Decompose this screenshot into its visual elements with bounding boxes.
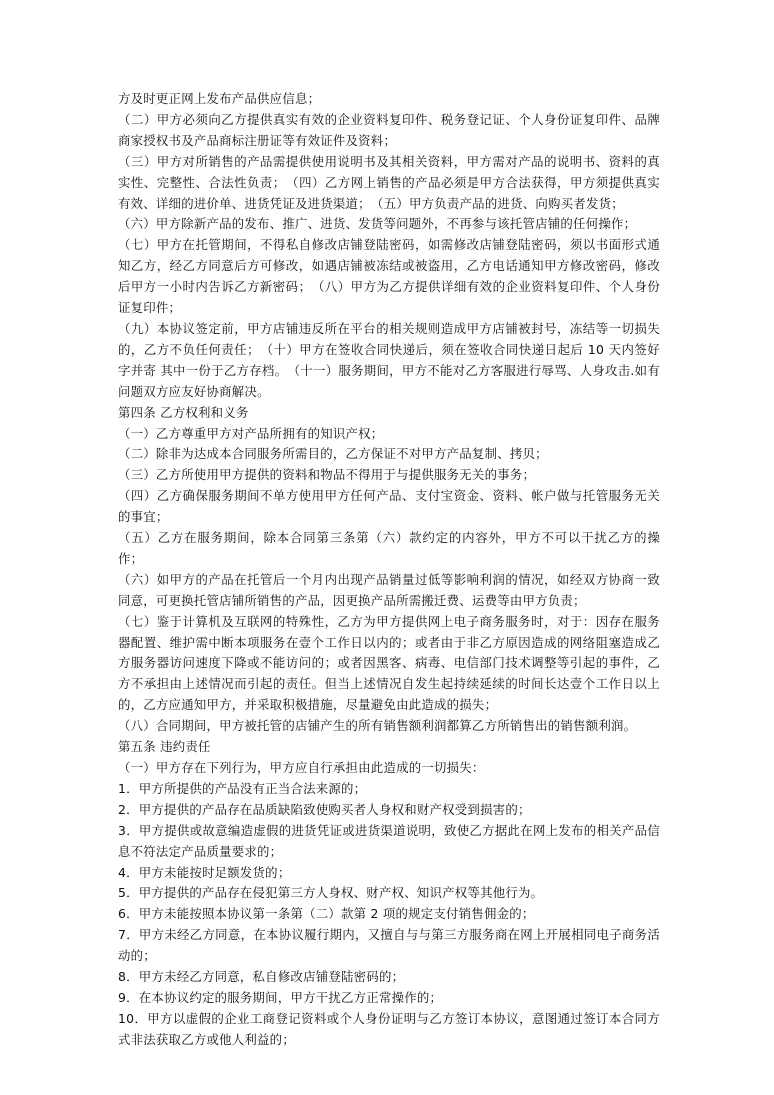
clause-3-2: （二）甲方必须向乙方提供真实有效的企业资料复印件、税务登记证、个人身份证复印件、品牌商家授权书及产品商标注册证等有效证件及资料；: [118, 111, 660, 148]
list-item-8: 8．甲方未经乙方同意，私自修改店铺登陆密码的；: [118, 969, 405, 985]
clause-4-7: （七）鉴于计算机及互联网的特殊性，乙方为甲方提供网上电子商务服务时，对于：因存在服务器配置、维护需中断本项服务在壹个工作日以内的；或者由于非乙方原因造成的网络阻塞造成乙方服务器访问速度下降或不能访问的；或者因黑客、病毒、电信部门技术调整等引起的事件，乙方不承担由上述情况而引起的责任。但当上述情况自发生起持续延续的时间长达壹个工作日以上的，乙方应通知甲方，并采取积极措施，尽量避免由此造成的损失；: [118, 613, 660, 713]
clause-4-2: （二）除非为达成本合同服务所需目的，乙方保证不对甲方产品复制、拷贝；: [118, 446, 548, 462]
clause-4-6: （六）如甲方的产品在托管后一个月内出现产品销量过低等影响利润的情况，如经双方协商一致同意，可更换托管店铺所销售的产品，因更换产品所需搬迁费、运费等由甲方负责；: [118, 571, 660, 608]
clause-3-6: （六）甲方除新产品的发布、推广、进货、发货等问题外，不再参与该托管店铺的任何操作；: [118, 216, 637, 232]
clause-4-5: （五）乙方在服务期间，除本合同第三条第（六）款约定的内容外，甲方不可以干扰乙方的操作；: [118, 530, 660, 566]
paragraph-intro: 方及时更正网上发布产品供应信息；: [118, 91, 321, 106]
list-item-2: 2．甲方提供的产品存在品质缺陷致使购买者人身权和财产权受到损害的；: [118, 801, 531, 817]
list-item-7: 7．甲方未经乙方同意，在本协议履行期内，又擅自与与第三方服务商在网上开展相同电子商务活动的；: [118, 927, 660, 964]
list-item-5: 5．甲方提供的产品存在侵犯第三方人身权、财产权、知识产权等其他行为。: [118, 885, 544, 901]
document-page: [118, 89, 660, 1051]
clause-4-8: （八）合同期间，甲方被托管的店铺产生的所有销售额利润都算乙方所销售出的销售额利润。: [118, 718, 637, 734]
clause-4-1: （一）乙方尊重甲方对产品所拥有的知识产权；: [118, 425, 384, 441]
clause-4-3: （三）乙方所使用甲方提供的资料和物品不得用于与提供服务无关的事务；: [118, 467, 536, 483]
list-item-9: 9．在本协议约定的服务期间，甲方干扰乙方正常操作的；: [118, 989, 443, 1005]
clause-3-9-to-11: （九）本协议签定前，甲方店铺违反所在平台的相关规则造成甲方店铺被封号，冻结等一切损失的，乙方不负任何责任； （十）甲方在签收合同快递后，须在签收合同快递日起后 10 天内签好字并寄 其中一份于乙方存档。 （十一）服务期间，甲方不能对乙方客服进行辱骂、人身攻击.如有问题双方应友好协商解决。: [118, 320, 660, 399]
clause-3-3-to-5: （三）甲方对所销售的产品需提供使用说明书及其相关资料，甲方需对产品的说明书、资料的真实性、完整性、合法性负责； （四）乙方网上销售的产品必须是甲方合法获得，甲方须提供真实有效、详细的进价单、进货凭证及进货渠道； （五）甲方负责产品的进货、向购买者发货；: [118, 153, 660, 211]
list-item-3: 3．甲方提供或故意编造虚假的进货凭证或进货渠道说明，致使乙方据此在网上发布的相关产品信息不符法定产品质量要求的；: [118, 822, 660, 859]
clause-5-1: （一）甲方存在下列行为，甲方应自行承担由此造成的一切损失：: [118, 760, 485, 775]
section-heading-article-4: 第四条 乙方权利和义务: [118, 404, 249, 420]
list-item-4: 4．甲方未能按时足额发货的；: [118, 864, 291, 880]
clause-3-7-8: （七）甲方在托管期间，不得私自修改店铺登陆密码，如需修改店铺登陆密码，须以书面形式通知乙方，经乙方同意后方可修改，如遇店铺被冻结或被盗用，乙方电话通知甲方修改密码，修改后甲方一小时内告诉乙方新密码； （八）甲方为乙方提供详细有效的企业资料复印件、个人身份证复印件；: [118, 237, 660, 316]
list-item-10: 10．甲方以虚假的企业工商登记资料或个人身份证明与乙方签订本协议，意图通过签订本合同方式非法获取乙方或他人利益的；: [118, 1010, 660, 1047]
list-item-6: 6．甲方未能按照本协议第一条第（二）款第 2 项的规定支付销售佣金的；: [118, 906, 535, 922]
section-heading-article-5: 第五条 违约责任: [118, 739, 211, 755]
list-item-1: 1．甲方所提供的产品没有正当合法来源的；: [118, 780, 367, 796]
clause-4-4: （四）乙方确保服务期间不单方使用甲方任何产品、支付宝资金、资料、帐户做与托管服务无关的事宜；: [118, 488, 660, 525]
